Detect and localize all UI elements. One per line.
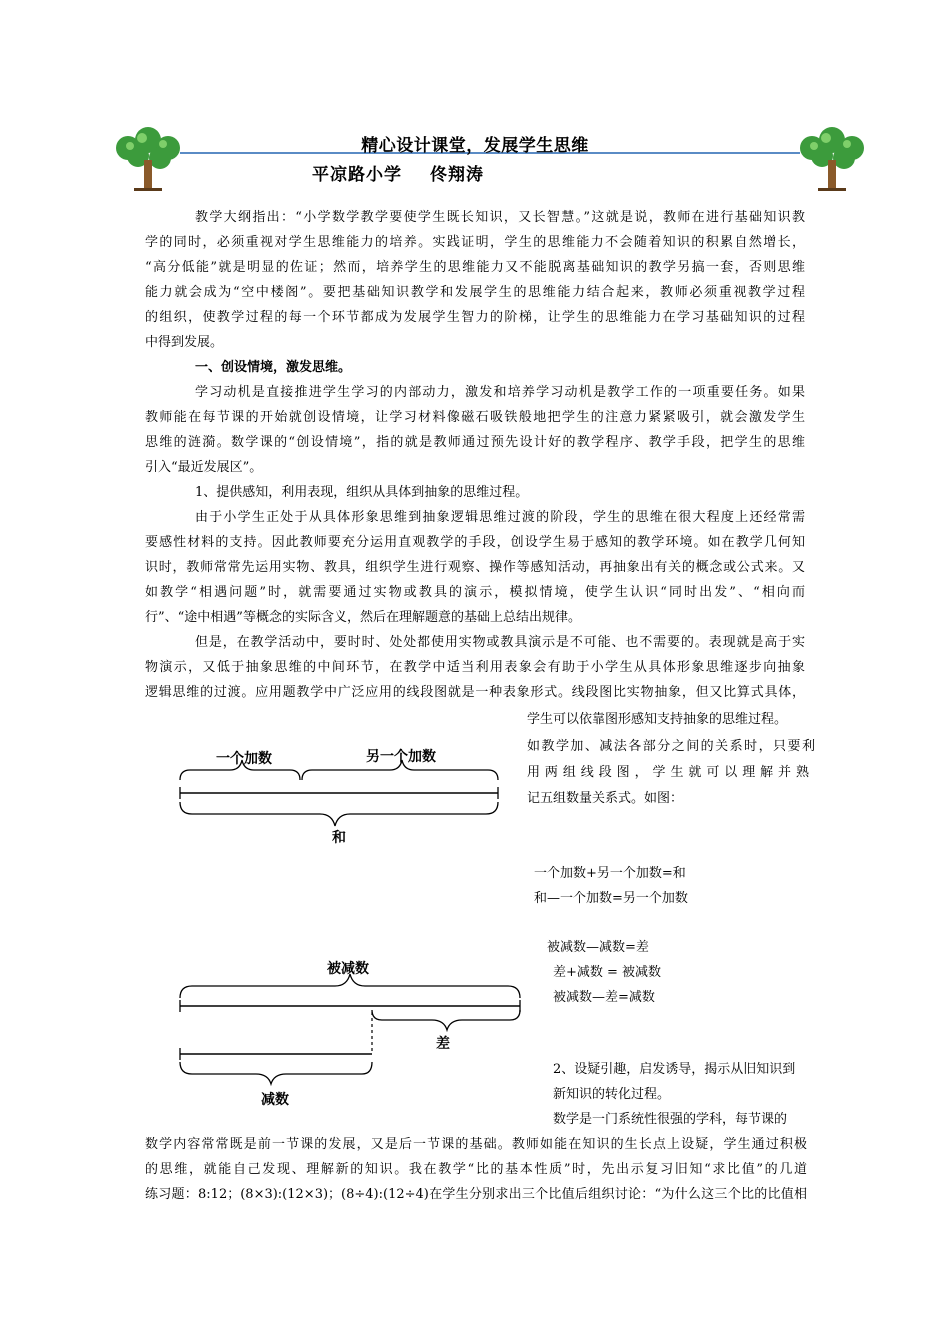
- para-line: 思维的涟漪。数学课的“创设情境”，指的就是教师通过预先设计好的教学程序、教学手段，把学生的思维: [145, 435, 805, 450]
- subsection-heading: 2、设疑引趣，启发诱导，揭示从旧知识到: [553, 1062, 796, 1077]
- para-line: 逻辑思维的过渡。应用题教学中广泛应用的线段图就是一种表象形式。线段图比实物抽象，但又比算式具体，: [145, 685, 805, 700]
- para-line: 由于小学生正处于从具体形象思维到抽象逻辑思维过渡的阶段，学生的思维在很大程度上还经常需: [195, 510, 805, 525]
- subtraction-segment-diagram: [170, 970, 530, 1090]
- author-school: 平凉路小学: [312, 165, 402, 185]
- para-line: “高分低能”就是明显的佐证；然而，培养学生的思维能力又不能脱离基础知识的教学另搞一套，否则思维: [145, 260, 805, 275]
- para-line: 数学内容常常既是前一节课的发展，又是后一节课的基础。教师如能在知识的生长点上设疑，学生通过积极: [145, 1137, 807, 1152]
- para-line: 练习题：8:12；(8×3):(12×3)；(8÷4):(12÷4)在学生分别求出三个比值后组织讨论：“为什么这三个比的比值相: [145, 1187, 807, 1202]
- sum-label: 和: [332, 830, 346, 846]
- para-line: 行”、“途中相遇”等概念的实际含义，然后在理解题意的基础上总结出规律。: [145, 610, 581, 625]
- para-line: 但是，在教学活动中，要时时、处处都使用实物或教具演示是不可能、也不需要的。表现就是高于实: [195, 635, 805, 650]
- subsection-heading: 1、提供感知，利用表现，组织从具体到抽象的思维过程。: [195, 485, 529, 500]
- para-line: 学的同时，必须重视对学生思维能力的培养。实践证明，学生的思维能力不会随着知识的积累自然增长，: [145, 235, 805, 250]
- side-text: [527, 710, 815, 810]
- side-line: 如教学加、减法各部分之间的关系时，只要利: [527, 739, 815, 754]
- side-line: 用两组线段图，学生就可以理解并熟: [527, 765, 809, 780]
- para-line: 引入“最近发展区”。: [145, 460, 263, 475]
- side-line: 新知识的转化过程。: [553, 1087, 671, 1102]
- para-line: 的思维，就能自己发现、理解新的知识。我在教学“比的基本性质”时，先出示复习旧知“求比值”的几道: [145, 1162, 807, 1177]
- section2-side: [553, 1060, 807, 1135]
- section-heading: 一、创设情境，激发思维。: [195, 360, 352, 375]
- equation: 和—一个加数=另一个加数: [534, 891, 688, 906]
- equation: 被减数—减数=差: [547, 940, 649, 955]
- equation: 被减数—差=减数: [553, 990, 655, 1005]
- page-title: 精心设计课堂，发展学生思维: [361, 136, 589, 156]
- side-line: 数学是一门系统性很强的学科，每节课的: [553, 1112, 788, 1127]
- article-body: [145, 208, 805, 708]
- author-name: 佟翔涛: [430, 165, 484, 185]
- addend-label: 一个加数: [216, 751, 272, 767]
- subtrahend-label: 减数: [261, 1092, 289, 1108]
- para-line: 如教学“相遇问题”时，就需要通过实物或教具的演示，模拟情境，使学生认识“同时出发”、“相向而: [145, 585, 805, 600]
- para-line: 中得到发展。: [145, 335, 224, 350]
- para-line: 教师能在每节课的开始就创设情境，让学习材料像磁石吸铁般地把学生的注意力紧紧吸引，就会激发学生: [145, 410, 805, 425]
- side-line: 学生可以依靠图形感知支持抽象的思维过程。: [527, 712, 788, 727]
- para-line: 要感性材料的支持。因此教师要充分运用直观教学的手段，创设学生易于感知的教学环境。如在教学几何知: [145, 535, 805, 550]
- minuend-label: 被减数: [327, 961, 369, 977]
- side-line: 记五组数量关系式。如图：: [527, 791, 684, 806]
- para-line: 学习动机是直接推进学生学习的内部动力，激发和培养学习动机是教学工作的一项重要任务。如果: [195, 385, 805, 400]
- equation: 差+减数 = 被减数: [553, 965, 662, 980]
- other-addend-label: 另一个加数: [366, 749, 436, 765]
- para-line: 的组织，使教学过程的每一个环节都成为发展学生智力的阶梯，让学生的思维能力在学习基础知识的过程: [145, 310, 805, 325]
- para-line: 能力就会成为“空中楼阁”。要把基础知识教学和发展学生的思维能力结合起来，教师必须重视教学过程: [145, 285, 805, 300]
- para-line: 教学大纲指出：“小学数学教学要使学生既长知识，又长智慧。”这就是说，教师在进行基础知识教: [195, 210, 805, 225]
- author-line: [312, 160, 484, 185]
- equation: 一个加数+另一个加数=和: [534, 866, 686, 881]
- para-line: 物演示，又低于抽象思维的中间环节，在教学中适当利用表象会有助于小学生从具体形象思维逐步向抽象: [145, 660, 805, 675]
- para-line: 识时，教师常常先运用实物、教具，组织学生进行观察、操作等感知活动，再抽象出有关的概念或公式来。又: [145, 560, 805, 575]
- tail-text: [145, 1135, 807, 1210]
- difference-label: 差: [436, 1036, 450, 1052]
